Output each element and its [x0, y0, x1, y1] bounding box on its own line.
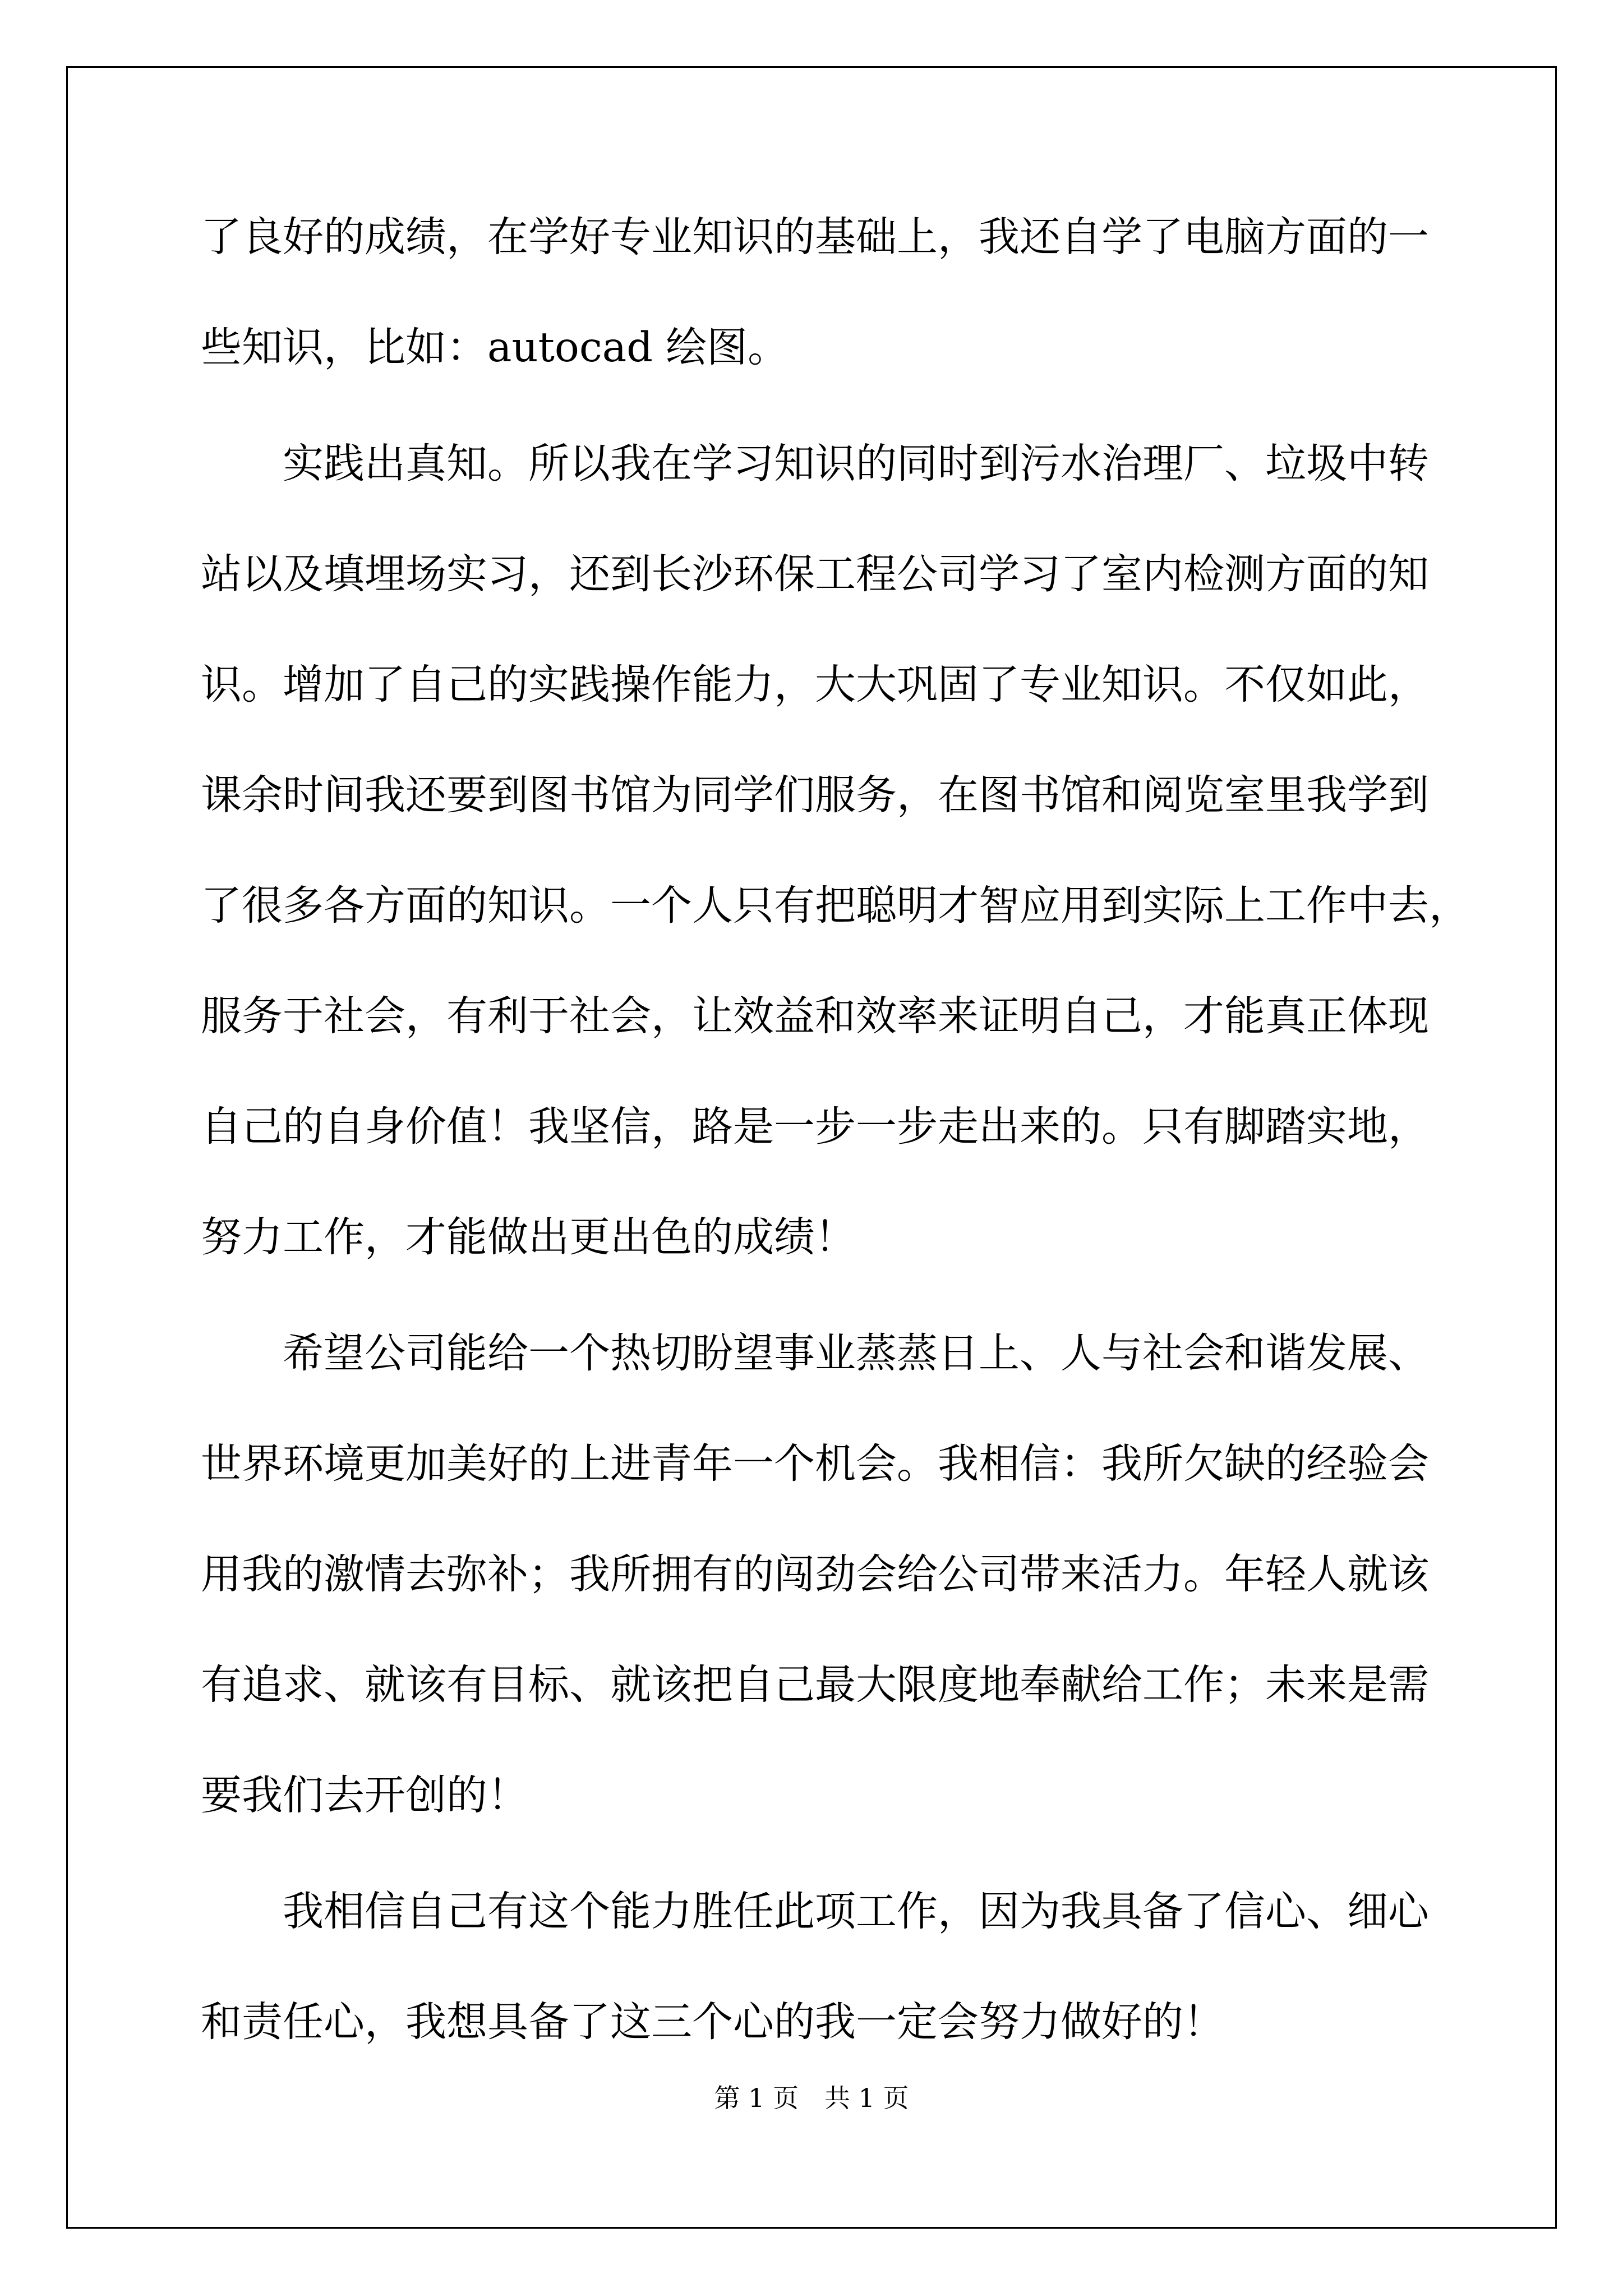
paragraph-3-line-1: 希望公司能给一个热切盼望事业蒸蒸日上、人与社会和谐发展、 — [283, 1329, 1429, 1377]
paragraph-2-line-8: 努力工作，才能做出更出色的成绩！ — [201, 1213, 856, 1261]
paragraph-1-line-2: 些知识，比如：autocad 绘图。 — [201, 324, 789, 371]
paragraph-3-line-5: 要我们去开创的！ — [201, 1772, 528, 1819]
paragraph-2-line-2: 站以及填埋场实习，还到长沙环保工程公司学习了室内检测方面的知 — [201, 550, 1429, 598]
paragraph-3-line-4: 有追求、就该有目标、就该把自己最大限度地奉献给工作；未来是需 — [201, 1661, 1429, 1709]
paragraph-2-line-7: 自己的自身价值！我坚信，路是一步一步走出来的。只有脚踏实地， — [201, 1103, 1429, 1151]
paragraph-2-line-1: 实践出真知。所以我在学习知识的同时到污水治理厂、垃圾中转 — [283, 440, 1429, 487]
paragraph-3-line-2: 世界环境更加美好的上进青年一个机会。我相信：我所欠缺的经验会 — [201, 1440, 1429, 1488]
paragraph-2-line-3: 识。增加了自己的实践操作能力，大大巩固了专业知识。不仅如此， — [201, 661, 1429, 708]
page-number-footer: 第 1 页 共 1 页 — [714, 2083, 909, 2113]
paragraph-2-line-4: 课余时间我还要到图书馆为同学们服务，在图书馆和阅览室里我学到 — [201, 771, 1429, 819]
paragraph-2-line-5: 了很多各方面的知识。一个人只有把聪明才智应用到实际上工作中去， — [201, 882, 1470, 930]
paragraph-4-line-1: 我相信自己有这个能力胜任此项工作，因为我具备了信心、细心 — [283, 1888, 1429, 1935]
paragraph-4-line-2: 和责任心，我想具备了这三个心的我一定会努力做好的！ — [201, 1998, 1224, 2046]
paragraph-2-line-6: 服务于社会，有利于社会，让效益和效率来证明自己，才能真正体现 — [201, 992, 1429, 1040]
paragraph-3-line-3: 用我的激情去弥补；我所拥有的闯劲会给公司带来活力。年轻人就该 — [201, 1550, 1429, 1598]
paragraph-1-line-1: 了良好的成绩，在学好专业知识的基础上，我还自学了电脑方面的一 — [201, 213, 1429, 261]
